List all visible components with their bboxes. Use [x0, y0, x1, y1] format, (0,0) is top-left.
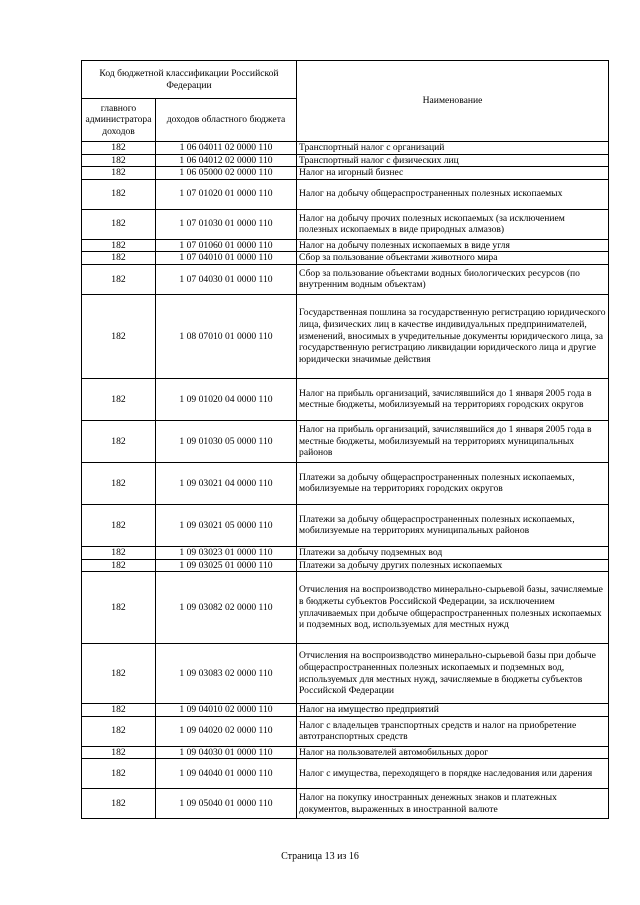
- admin-code-cell: 182: [82, 746, 156, 759]
- name-cell: Налог на добычу общераспространенных полезных ископаемых: [297, 179, 609, 209]
- name-cell: Налог с владельцев транспортных средств и налог на приобретение автотранспортных средств: [297, 716, 609, 746]
- name-cell: Налог на покупку иностранных денежных знаков и платежных документов, выраженных в иностранной валюте: [297, 789, 609, 819]
- name-cell: Платежи за добычу общераспространенных полезных ископаемых, мобилизуемые на территориях городских округов: [297, 462, 609, 504]
- table-row: [82, 559, 609, 572]
- table-row: [82, 716, 609, 746]
- income-code-cell: 1 07 01030 01 0000 110: [156, 209, 297, 239]
- table-row: [82, 179, 609, 209]
- table-row: [82, 462, 609, 504]
- admin-code-cell: 182: [82, 559, 156, 572]
- admin-code-cell: 182: [82, 759, 156, 789]
- name-cell: Налог на игорный бизнес: [297, 167, 609, 180]
- table-row: [82, 142, 609, 155]
- name-cell: Налог на добычу прочих полезных ископаемых (за исключением полезных ископаемых в виде природных алмазов): [297, 209, 609, 239]
- table-row: [82, 644, 609, 704]
- name-cell: Налог с имущества, переходящего в порядке наследования или дарения: [297, 759, 609, 789]
- table-row: [82, 294, 609, 378]
- table-row: [82, 239, 609, 252]
- admin-code-cell: 182: [82, 378, 156, 420]
- table-row: [82, 572, 609, 644]
- admin-code-cell: 182: [82, 179, 156, 209]
- table-row: [82, 154, 609, 167]
- income-code-cell: 1 09 05040 01 0000 110: [156, 789, 297, 819]
- admin-code-cell: 182: [82, 789, 156, 819]
- table-row: [82, 759, 609, 789]
- name-cell: Налог на добычу полезных ископаемых в виде угля: [297, 239, 609, 252]
- admin-code-cell: 182: [82, 644, 156, 704]
- name-cell: Налог на пользователей автомобильных дорог: [297, 746, 609, 759]
- name-cell: Платежи за добычу других полезных ископаемых: [297, 559, 609, 572]
- admin-code-cell: 182: [82, 209, 156, 239]
- table-row: [82, 420, 609, 462]
- header-code-group: Код бюджетной классификации Российской Федерации: [82, 61, 297, 99]
- table-row: [82, 252, 609, 265]
- header-income: доходов областного бюджета: [156, 99, 297, 142]
- table-row: [82, 167, 609, 180]
- name-cell: Налог на прибыль организаций, зачислявшийся до 1 января 2005 года в местные бюджеты, мобилизуемый на территориях муниципальных районов: [297, 420, 609, 462]
- admin-code-cell: 182: [82, 239, 156, 252]
- name-cell: Сбор за пользование объектами водных биологических ресурсов (по внутренним водным объектам): [297, 264, 609, 294]
- header-name: Наименование: [297, 61, 609, 142]
- admin-code-cell: 182: [82, 167, 156, 180]
- income-code-cell: 1 09 04010 02 0000 110: [156, 704, 297, 717]
- budget-classification-table: [81, 60, 609, 819]
- admin-code-cell: 182: [82, 546, 156, 559]
- name-cell: Платежи за добычу подземных вод: [297, 546, 609, 559]
- name-cell: Государственная пошлина за государственную регистрацию юридического лица, физических лиц в качестве индивидуальных предпринимателей, изменений, вносимых в учредительные документы юридического лица, за государственную регистрацию ликвидации юридического лица и другие юридически значимые действия: [297, 294, 609, 378]
- income-code-cell: 1 09 03083 02 0000 110: [156, 644, 297, 704]
- admin-code-cell: 182: [82, 252, 156, 265]
- income-code-cell: 1 06 05000 02 0000 110: [156, 167, 297, 180]
- admin-code-cell: 182: [82, 704, 156, 717]
- admin-code-cell: 182: [82, 142, 156, 155]
- income-code-cell: 1 09 04040 01 0000 110: [156, 759, 297, 789]
- admin-code-cell: 182: [82, 572, 156, 644]
- table-row: [82, 378, 609, 420]
- name-cell: Транспортный налог с организаций: [297, 142, 609, 155]
- admin-code-cell: 182: [82, 462, 156, 504]
- income-code-cell: 1 09 03023 01 0000 110: [156, 546, 297, 559]
- table-row: [82, 704, 609, 717]
- income-code-cell: 1 09 03025 01 0000 110: [156, 559, 297, 572]
- income-code-cell: 1 09 01020 04 0000 110: [156, 378, 297, 420]
- income-code-cell: 1 07 04010 01 0000 110: [156, 252, 297, 265]
- income-code-cell: 1 07 01060 01 0000 110: [156, 239, 297, 252]
- admin-code-cell: 182: [82, 716, 156, 746]
- admin-code-cell: 182: [82, 504, 156, 546]
- page-number: Страница 13 из 16: [281, 851, 359, 862]
- income-code-cell: 1 06 04011 02 0000 110: [156, 142, 297, 155]
- name-cell: Налог на прибыль организаций, зачислявшийся до 1 января 2005 года в местные бюджеты, мобилизуемый на территориях городских округов: [297, 378, 609, 420]
- table-row: [82, 264, 609, 294]
- income-code-cell: 1 09 03021 05 0000 110: [156, 504, 297, 546]
- name-cell: Отчисления на воспроизводство минерально-сырьевой базы, зачисляемые в бюджеты субъектов Российской Федерации, за исключением уплачиваемых при добыче общераспространенных полезных ископаемых и подземных вод, используемых для местных нужд: [297, 572, 609, 644]
- table-row: [82, 546, 609, 559]
- income-code-cell: 1 09 01030 05 0000 110: [156, 420, 297, 462]
- income-code-cell: 1 07 04030 01 0000 110: [156, 264, 297, 294]
- admin-code-cell: 182: [82, 264, 156, 294]
- admin-code-cell: 182: [82, 154, 156, 167]
- header-admin: главного администратора доходов: [82, 99, 156, 142]
- admin-code-cell: 182: [82, 420, 156, 462]
- name-cell: Налог на имущество предприятий: [297, 704, 609, 717]
- table-row: [82, 209, 609, 239]
- table-row: [82, 746, 609, 759]
- name-cell: Отчисления на воспроизводство минерально-сырьевой базы при добыче общераспространенных полезных ископаемых и подземных вод, используемых для местных нужд, зачисляемые в бюджеты субъектов Российской Федерации: [297, 644, 609, 704]
- table-row: [82, 504, 609, 546]
- income-code-cell: 1 09 03082 02 0000 110: [156, 572, 297, 644]
- income-code-cell: 1 06 04012 02 0000 110: [156, 154, 297, 167]
- name-cell: Сбор за пользование объектами животного мира: [297, 252, 609, 265]
- income-code-cell: 1 07 01020 01 0000 110: [156, 179, 297, 209]
- name-cell: Транспортный налог с физических лиц: [297, 154, 609, 167]
- name-cell: Платежи за добычу общераспространенных полезных ископаемых, мобилизуемые на территориях муниципальных районов: [297, 504, 609, 546]
- income-code-cell: 1 09 03021 04 0000 110: [156, 462, 297, 504]
- income-code-cell: 1 09 04030 01 0000 110: [156, 746, 297, 759]
- admin-code-cell: 182: [82, 294, 156, 378]
- income-code-cell: 1 08 07010 01 0000 110: [156, 294, 297, 378]
- income-code-cell: 1 09 04020 02 0000 110: [156, 716, 297, 746]
- table-row: [82, 789, 609, 819]
